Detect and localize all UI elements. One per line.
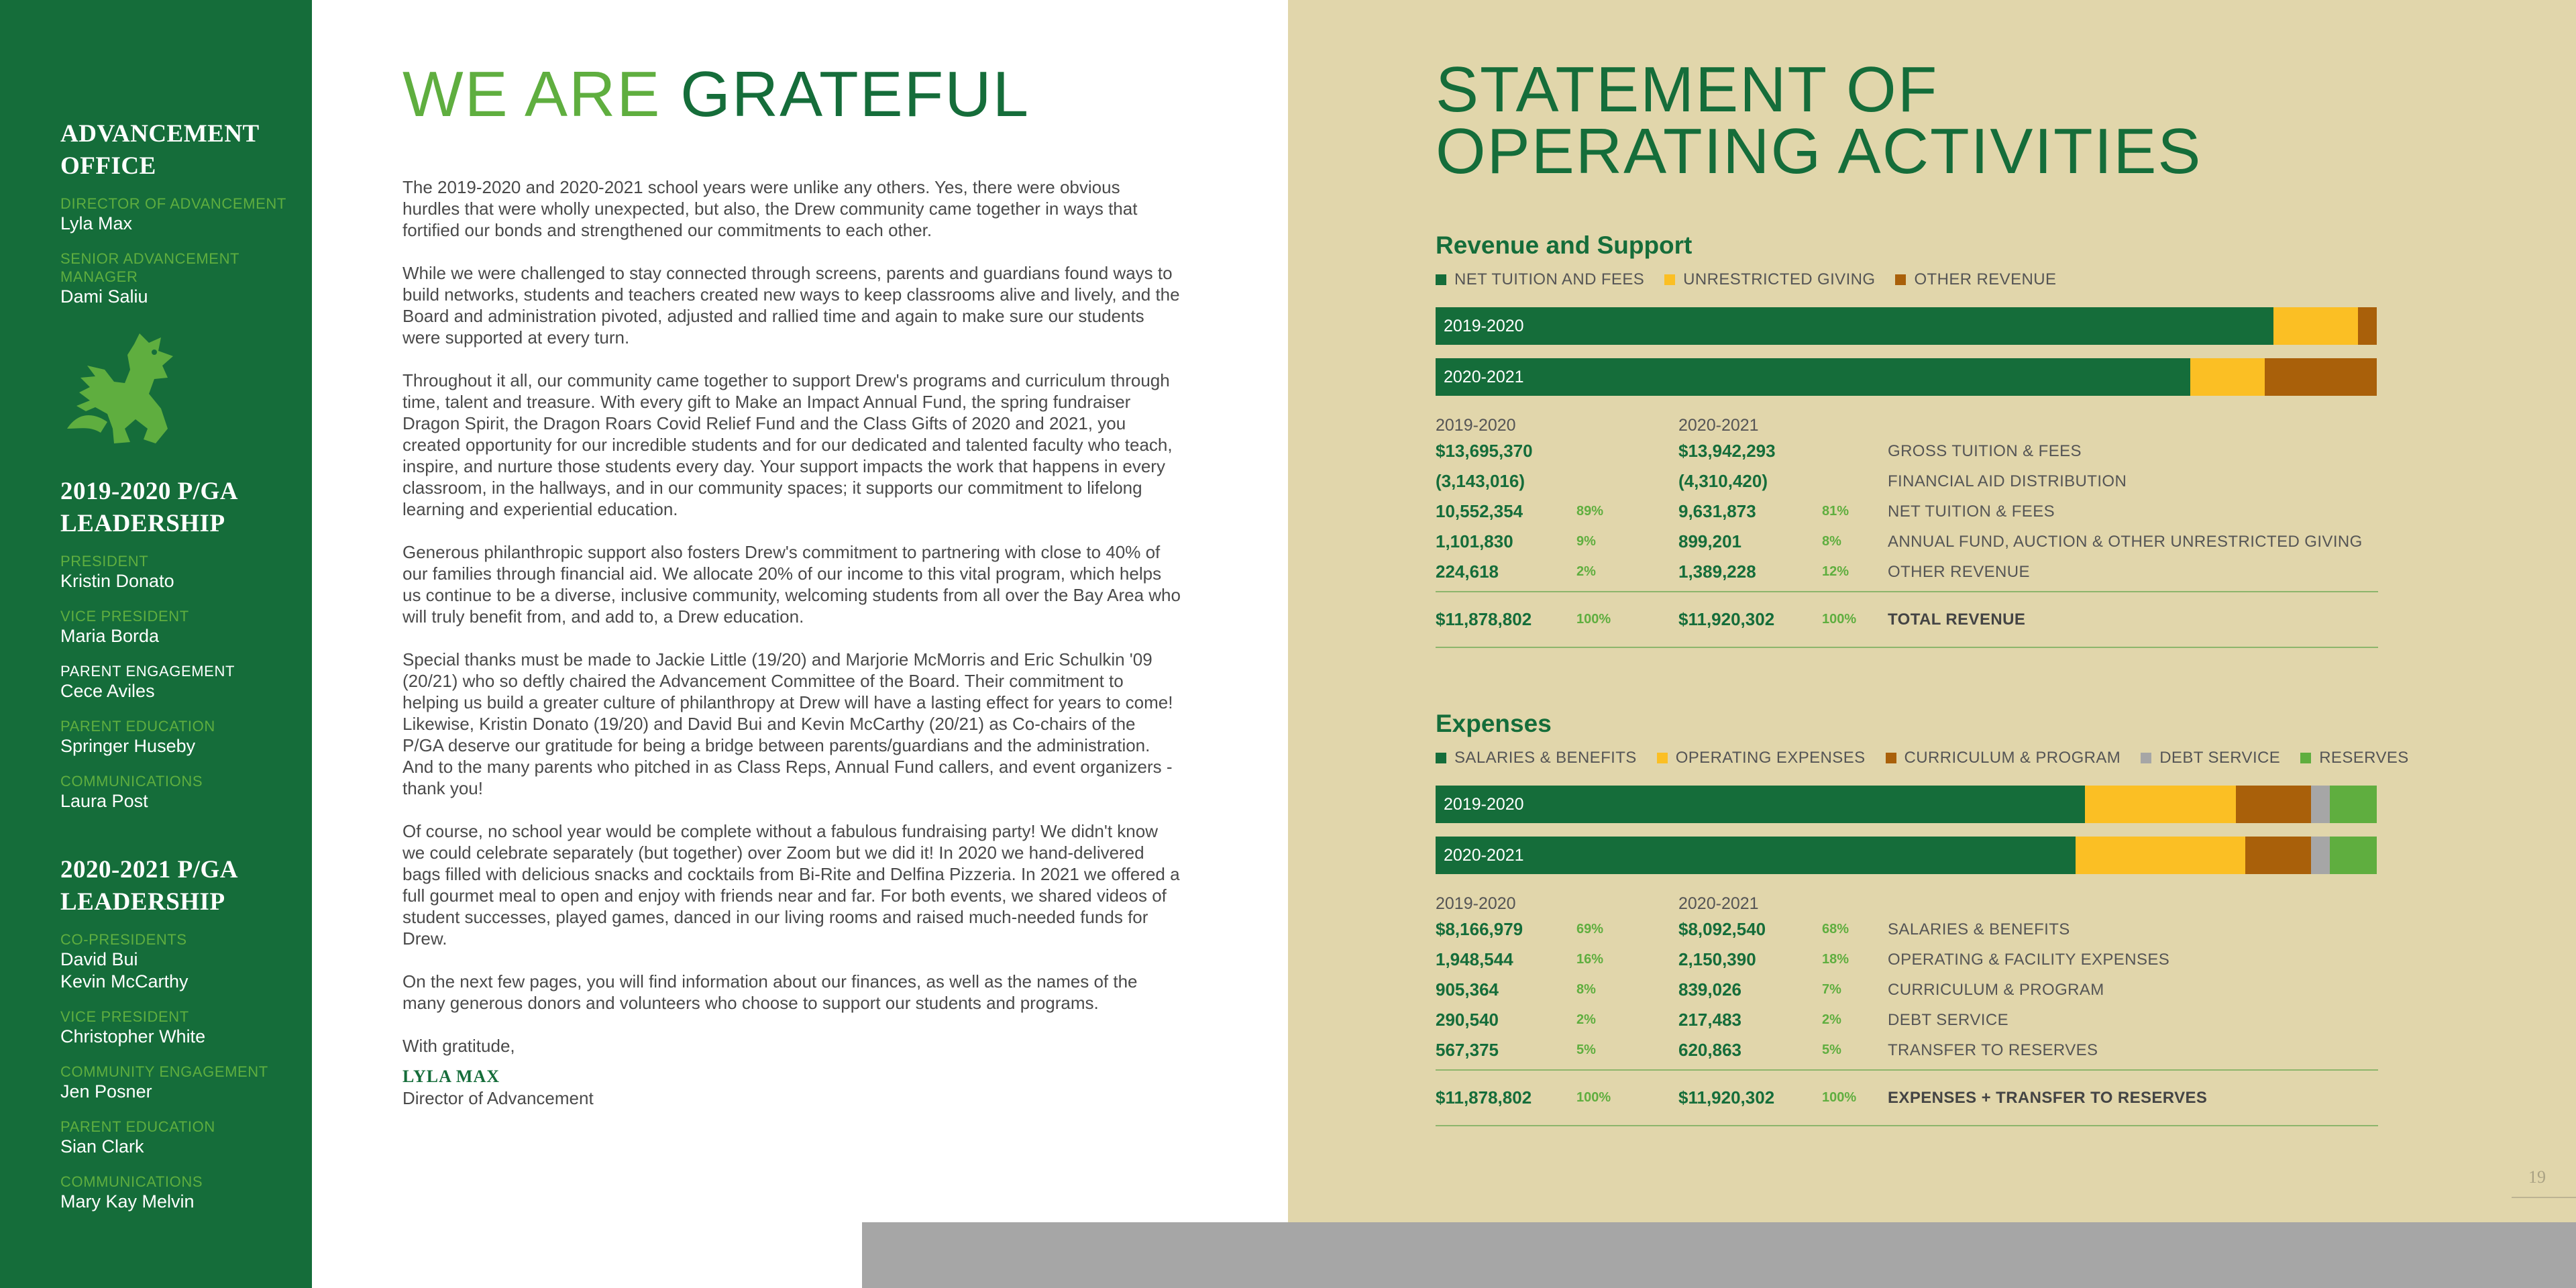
expenses-section (1436, 709, 2409, 1126)
revenue-legend (1436, 270, 2388, 290)
leader-role: VICE PRESIDENT (60, 608, 189, 625)
bar-segment-salaries-benefits (1436, 786, 2085, 823)
letter-page (312, 0, 1288, 1288)
value-2020: 1,389,228 (1678, 561, 1756, 582)
legend-item (1886, 749, 2121, 767)
year-header: 2019-2020 (1436, 894, 1516, 913)
value-2019: 905,364 (1436, 979, 1499, 1000)
advancement-office-title: ADVANCEMENT OFFICE (60, 120, 260, 180)
legend-item (1436, 270, 1644, 289)
table-row (1436, 975, 2388, 1005)
leader-name: Jen Posner (60, 1081, 152, 1102)
line-item-label: DEBT SERVICE (1888, 1010, 2008, 1029)
sidebar (0, 0, 312, 1288)
leader-role: CO-PRESIDENTS (60, 931, 187, 948)
value-2019: (3,143,016) (1436, 471, 1525, 491)
revenue-section (1436, 231, 2388, 648)
bar-segment-curriculum-program (2245, 837, 2311, 874)
leader-name: David Bui (60, 949, 138, 969)
pga-2019-title: 2019-2020 P/GA LEADERSHIP (60, 478, 237, 537)
pct-2019: 2% (1576, 1012, 1596, 1027)
bar-segment-reserves (2330, 786, 2377, 823)
table-row (1436, 945, 2388, 975)
legend-swatch (1664, 274, 1675, 285)
expenses-heading: Expenses (1436, 710, 1552, 737)
value-2020: 217,483 (1678, 1010, 1741, 1030)
expenses-bar-2019 (1436, 786, 2377, 823)
legend-label: SALARIES & BENEFITS (1454, 749, 1637, 767)
leader-entry (60, 1008, 312, 1048)
leader-role: PRESIDENT (60, 553, 149, 570)
pct-2019: 8% (1576, 982, 1596, 997)
table-row (1436, 557, 2388, 587)
leader-entry (60, 1063, 312, 1103)
year-header: 2019-2020 (1436, 416, 1516, 435)
divider (1436, 1069, 2378, 1071)
value-2020: (4,310,420) (1678, 471, 1768, 491)
value-2019: 1,101,830 (1436, 531, 1513, 551)
legend-item (1895, 270, 2056, 289)
leader-role: COMMUNICATIONS (60, 773, 203, 790)
bar-segment-net-tuition-and-fees (1436, 307, 2273, 345)
value-2020: 899,201 (1678, 531, 1741, 551)
revenue-bar-2020 (1436, 358, 2377, 396)
pga-2020-title: 2020-2021 P/GA LEADERSHIP (60, 856, 237, 916)
legend-swatch (1657, 753, 1668, 763)
statement-title (1436, 54, 2202, 187)
divider (1436, 1125, 2378, 1126)
value-2019: 290,540 (1436, 1010, 1499, 1030)
expenses-years (1436, 894, 2388, 914)
legend-label: OPERATING EXPENSES (1675, 749, 1866, 767)
leader-role: PARENT EDUCATION (60, 718, 215, 735)
pct-2019: 89% (1576, 504, 1604, 519)
leader-role: PARENT ENGAGEMENT (60, 663, 235, 680)
total-value-2019: $11,878,802 (1436, 1087, 1532, 1108)
leader-name: Christopher White (60, 1026, 206, 1046)
staff-name: Lyla Max (60, 213, 133, 233)
line-item-label: NET TUITION & FEES (1888, 502, 2055, 521)
revenue-years (1436, 416, 2388, 436)
value-2019: 10,552,354 (1436, 501, 1523, 521)
pct-2019: 16% (1576, 952, 1604, 967)
total-label: TOTAL REVENUE (1888, 610, 2026, 629)
line-item-label: ANNUAL FUND, AUCTION & OTHER UNRESTRICTED GIVING (1888, 532, 2363, 551)
total-label: EXPENSES + TRANSFER TO RESERVES (1888, 1088, 2208, 1107)
bar-segment-reserves (2330, 837, 2377, 874)
total-value-2020: $11,920,302 (1678, 609, 1775, 629)
line-item-label: FINANCIAL AID DISTRIBUTION (1888, 472, 2127, 490)
year-header: 2020-2021 (1678, 416, 1759, 435)
bar-label: 2020-2021 (1444, 846, 1524, 865)
legend-swatch (1436, 274, 1446, 285)
value-2020: $8,092,540 (1678, 919, 1766, 939)
year-header: 2020-2021 (1678, 894, 1759, 913)
pct-2020: 5% (1822, 1042, 1841, 1057)
pct-2020: 8% (1822, 534, 1841, 549)
staff-role: DIRECTOR OF ADVANCEMENT (60, 195, 286, 212)
total-pct-2020: 100% (1822, 1090, 1857, 1105)
legend-label: NET TUITION AND FEES (1454, 270, 1645, 288)
leader-entry (60, 1118, 312, 1158)
total-pct-2020: 100% (1822, 612, 1857, 627)
total-value-2020: $11,920,302 (1678, 1087, 1775, 1108)
dragon-icon (60, 328, 188, 445)
bar-segment-salaries-benefits (1436, 837, 2076, 874)
leader-role: PARENT EDUCATION (60, 1118, 215, 1135)
leader-name: Kristin Donato (60, 571, 174, 591)
value-2019: 567,375 (1436, 1040, 1499, 1060)
pct-2019: 2% (1576, 564, 1596, 579)
bar-segment-unrestricted-giving (2273, 307, 2358, 345)
leader-entry (60, 772, 312, 812)
statement-title-line1: STATEMENT OF (1436, 54, 1939, 125)
legend-item (2300, 749, 2408, 767)
staff-name: Dami Saliu (60, 286, 148, 307)
staff-entry (60, 195, 312, 235)
expenses-legend (1436, 748, 2409, 768)
bar-label: 2019-2020 (1444, 317, 1524, 335)
leader-role: COMMUNICATIONS (60, 1173, 203, 1190)
divider (1436, 591, 2378, 592)
leader-name: Mary Kay Melvin (60, 1191, 195, 1212)
bar-segment-unrestricted-giving (2190, 358, 2265, 396)
letter-paragraph: Throughout it all, our community came together to support Drew's programs and curriculum through time, talent and treasure. With every gift to Make an Impact Annual Fund, the spring fundraiser Dragon Spirit, the Dragon Roars Covid Relief Fund and the Class Gifts of 2020 and 2021, you created opportunity for our incredible students and for our dedicated and talented faculty who teach, inspire, and nurture those students every day. Your support impacts the work that happens in every classroom, in the hallways, and in our community spaces; it supports our commitment to lifelong learning and experiential education. (402, 370, 1173, 519)
staff-entry (60, 250, 312, 308)
value-2019: $13,695,370 (1436, 441, 1533, 461)
line-item-label: CURRICULUM & PROGRAM (1888, 980, 2104, 999)
bar-segment-debt-service (2311, 786, 2330, 823)
revenue-heading: Revenue and Support (1436, 231, 1693, 259)
footer-strip (862, 1222, 2576, 1288)
value-2020: 620,863 (1678, 1040, 1741, 1060)
leader-entry (60, 930, 312, 993)
leader-entry (60, 1173, 312, 1213)
bar-segment-operating-expenses (2085, 786, 2235, 823)
pct-2019: 69% (1576, 922, 1604, 936)
legend-swatch (1436, 753, 1446, 763)
letter-title-light: WE ARE (402, 58, 661, 130)
value-2020: 2,150,390 (1678, 949, 1756, 969)
pga-2020-section (60, 854, 312, 1213)
legend-swatch (1886, 753, 1896, 763)
revenue-bar-2019 (1436, 307, 2377, 345)
letter-paragraph: Special thanks must be made to Jackie Little (19/20) and Marjorie McMorris and Eric Schulkin '09 (20/21) who so deftly chaired the Advancement Committee of the Board. Their commitment to helping us build a greater culture of philanthropy at Drew will have a lasting effect for years to come! Likewise, Kristin Donato (19/20) and David Bui and Kevin McCarthy (20/21) as Co-chairs of the P/GA deserve our gratitude for being a bridge between parents/guardians and the administration. And to the many parents who pitched in as Class Reps, Annual Fund callers, and event organizers - thank you! (402, 649, 1173, 798)
legend-item (1657, 749, 1866, 767)
leader-name: Maria Borda (60, 626, 160, 646)
legend-label: RESERVES (2319, 749, 2409, 767)
leader-role: VICE PRESIDENT (60, 1008, 189, 1025)
letter-paragraph: The 2019-2020 and 2020-2021 school years were unlike any others. Yes, there were obvious hurdles that were wholly unexpected, but also, the Drew community came together in ways that fortified our bonds and strengthened our commitments to each other. (402, 177, 1138, 240)
revenue-table (1436, 436, 2388, 587)
line-item-label: TRANSFER TO RESERVES (1888, 1040, 2098, 1059)
line-item-label: OTHER REVENUE (1888, 562, 2030, 581)
expenses-total-row (1436, 1083, 2388, 1113)
legend-label: CURRICULUM & PROGRAM (1904, 749, 2121, 767)
bar-segment-debt-service (2311, 837, 2330, 874)
letter-paragraph: Of course, no school year would be complete without a fabulous fundraising party! We didn't know we could celebrate separately (but together) over Zoom but we did it! In 2020 we hand-delivered bags filled with delicious snacks and cocktails from Bi-Rite and Delfina Pizzeria. In 2021 we offered a full gourmet meal to open and enjoy with friends near and far. For both events, we shared videos of student successes, played games, danced in our living rooms and raised much-needed funds for Drew. (402, 821, 1180, 949)
table-row (1436, 1035, 2388, 1065)
bar-label: 2019-2020 (1444, 795, 1524, 814)
signature-title: Director of Advancement (402, 1088, 594, 1108)
legend-item (2141, 749, 2280, 767)
leader-name: Laura Post (60, 791, 148, 811)
legend-label: UNRESTRICTED GIVING (1683, 270, 1876, 288)
statement-page (1288, 0, 2576, 1222)
page-number: 19 (2528, 1167, 2546, 1187)
expenses-table (1436, 914, 2388, 1065)
leader-entry (60, 662, 312, 702)
bar-segment-operating-expenses (2076, 837, 2245, 874)
table-row (1436, 436, 2388, 466)
signature-name: LYLA MAX (402, 1067, 500, 1086)
pct-2019: 9% (1576, 534, 1596, 549)
leader-name: Cece Aviles (60, 681, 155, 701)
letter-paragraph: While we were challenged to stay connected through screens, parents and guardians found ways to build networks, students and teachers created new ways to keep classrooms alive and lively, and the Board and administration pivoted, adjusted and rallied time and again to make sure our students were supported at every turn. (402, 263, 1180, 347)
pct-2020: 18% (1822, 952, 1849, 967)
bar-label: 2020-2021 (1444, 368, 1524, 386)
letter-paragraph: On the next few pages, you will find information about our finances, as well as the names of the many generous donors and volunteers who choose to support our students and programs. (402, 971, 1138, 1013)
divider (1436, 647, 2378, 648)
letter-closing: With gratitude, (402, 1036, 515, 1056)
letter-title-dark: GRATEFUL (680, 58, 1030, 130)
table-row (1436, 466, 2388, 496)
leader-entry (60, 607, 312, 647)
revenue-total-row (1436, 604, 2388, 635)
letter-paragraph: Generous philanthropic support also fosters Drew's commitment to partnering with close to 40% of our families through financial aid. We allocate 20% of our income to this vital program, which helps us continue to be a diverse, inclusive community, welcoming students from all over the Bay Area who will truly benefit from, and add to, a Drew education. (402, 542, 1181, 627)
legend-swatch (2141, 753, 2151, 763)
expenses-bar-2020 (1436, 837, 2377, 874)
total-pct-2019: 100% (1576, 612, 1611, 627)
value-2020: 9,631,873 (1678, 501, 1756, 521)
bar-segment-other-revenue (2265, 358, 2377, 396)
line-item-label: GROSS TUITION & FEES (1888, 441, 2082, 460)
leader-role: COMMUNITY ENGAGEMENT (60, 1063, 268, 1080)
table-row (1436, 914, 2388, 945)
leader-entry (60, 717, 312, 757)
value-2020: $13,942,293 (1678, 441, 1776, 461)
legend-item (1664, 270, 1875, 289)
letter-body (402, 176, 1181, 1109)
legend-label: DEBT SERVICE (2159, 749, 2281, 767)
legend-swatch (2300, 753, 2311, 763)
value-2019: $8,166,979 (1436, 919, 1523, 939)
bar-segment-other-revenue (2358, 307, 2377, 345)
advancement-office-section (60, 118, 312, 308)
pct-2020: 68% (1822, 922, 1849, 936)
legend-swatch (1895, 274, 1906, 285)
leader-name: Kevin McCarthy (60, 971, 189, 991)
total-value-2019: $11,878,802 (1436, 609, 1532, 629)
bar-segment-net-tuition-and-fees (1436, 358, 2190, 396)
staff-role: SENIOR ADVANCEMENT MANAGER (60, 250, 239, 285)
pct-2020: 7% (1822, 982, 1841, 997)
legend-label: OTHER REVENUE (1914, 270, 2057, 288)
page-number-rule (2512, 1197, 2576, 1198)
statement-title-line2: OPERATING ACTIVITIES (1436, 115, 2202, 187)
value-2019: 224,618 (1436, 561, 1499, 582)
leader-name: Sian Clark (60, 1136, 144, 1157)
line-item-label: SALARIES & BENEFITS (1888, 920, 2070, 938)
table-row (1436, 496, 2388, 527)
leader-entry (60, 552, 312, 592)
pct-2020: 2% (1822, 1012, 1841, 1027)
pct-2019: 5% (1576, 1042, 1596, 1057)
value-2020: 839,026 (1678, 979, 1741, 1000)
value-2019: 1,948,544 (1436, 949, 1513, 969)
legend-item (1436, 749, 1637, 767)
table-row (1436, 1005, 2388, 1035)
pct-2020: 81% (1822, 504, 1849, 519)
letter-title (402, 58, 1030, 131)
line-item-label: OPERATING & FACILITY EXPENSES (1888, 950, 2170, 969)
leader-name: Springer Huseby (60, 736, 196, 756)
total-pct-2019: 100% (1576, 1090, 1611, 1105)
table-row (1436, 527, 2388, 557)
pga-2019-section (60, 476, 312, 812)
bar-segment-curriculum-program (2236, 786, 2311, 823)
pct-2020: 12% (1822, 564, 1849, 579)
